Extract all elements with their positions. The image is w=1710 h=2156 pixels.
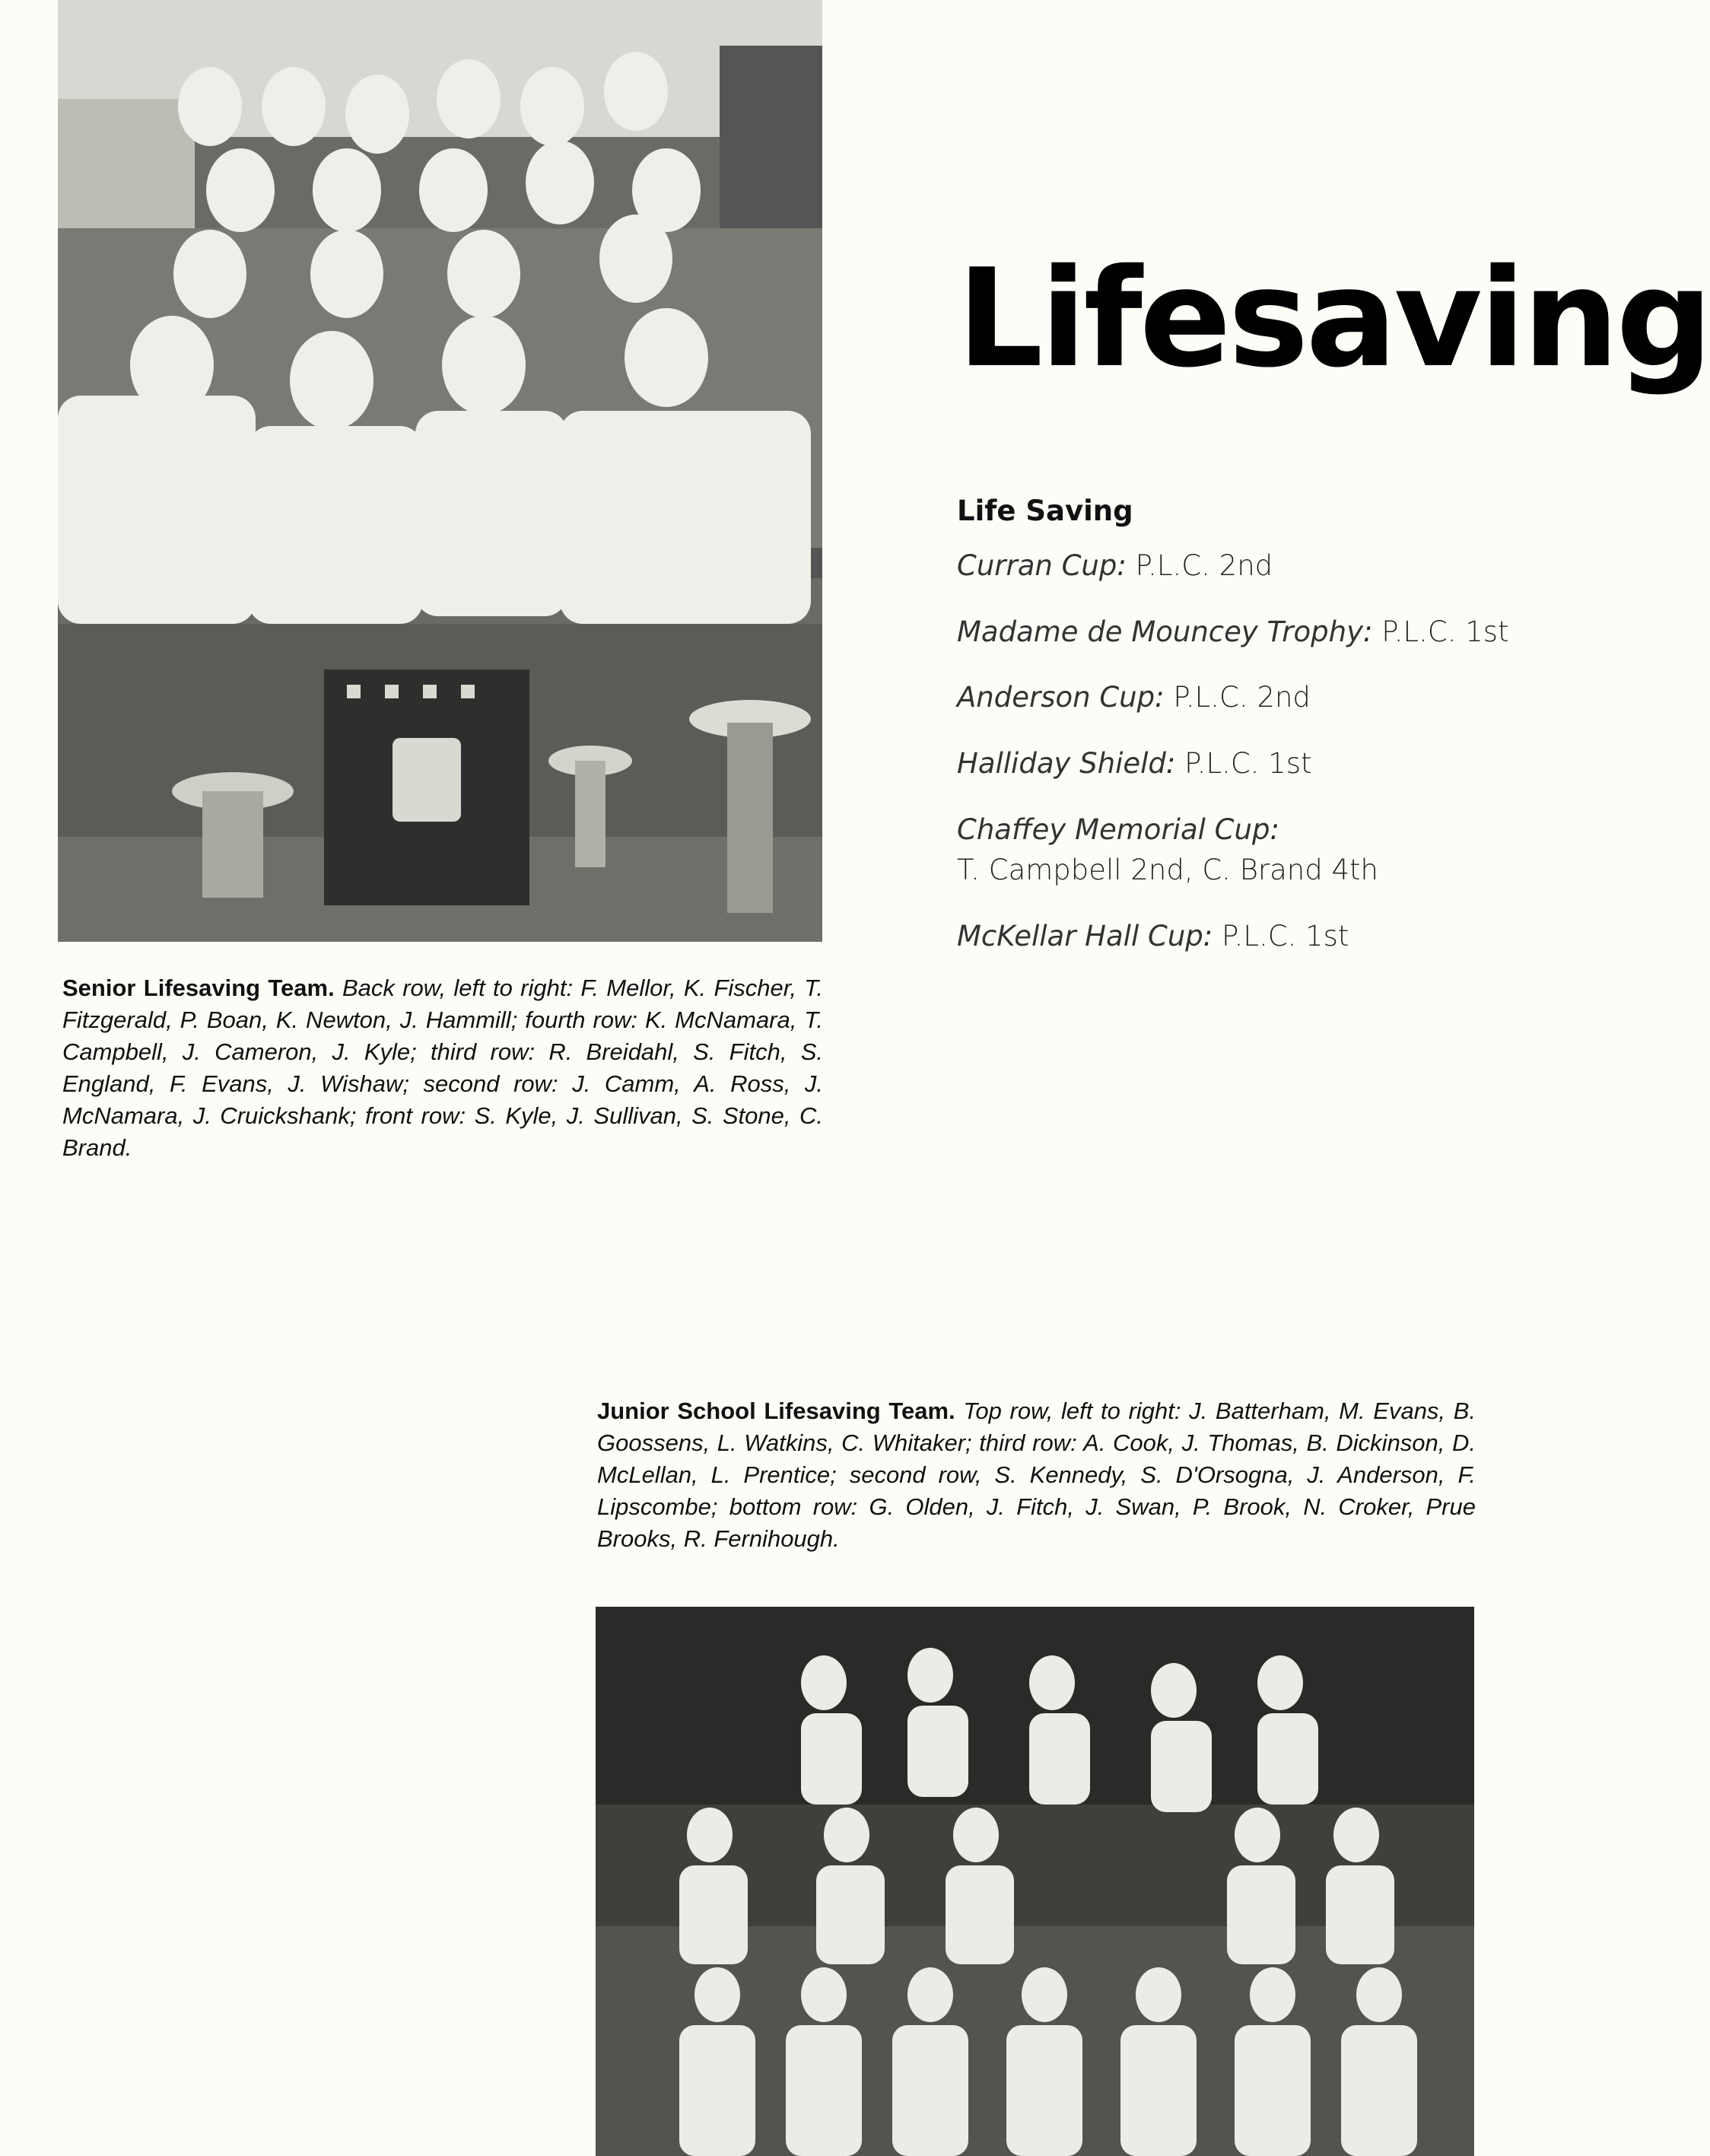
result-place: P.L.C. 2nd	[1135, 549, 1273, 582]
result-place: P.L.C. 2nd	[1173, 681, 1311, 714]
junior-photo-illustration	[596, 1607, 1474, 2156]
junior-team-caption	[597, 1395, 1476, 1555]
junior-caption-lead: Junior School Lifesaving Team.	[597, 1398, 955, 1424]
result-award: Madame de Mouncey Trophy	[957, 615, 1363, 648]
result-award: McKellar Hall Cup	[957, 919, 1203, 952]
page-title: Lifesaving	[957, 240, 1710, 397]
result-place: P.L.C. 1st	[1184, 746, 1312, 780]
result-place: P.L.C. 1st	[1222, 919, 1349, 952]
result-award: Halliday Shield	[957, 746, 1166, 780]
senior-caption-lead: Senior Lifesaving Team.	[62, 975, 335, 1001]
result-item: Madame de Mouncey Trophy: P.L.C. 1st	[957, 615, 1509, 648]
senior-team-photo	[58, 0, 822, 942]
result-item: Chaffey Memorial Cup: T. Campbell 2nd, C. Brand 4th	[957, 809, 1520, 891]
result-award: Curran Cup	[957, 549, 1117, 582]
senior-photo-illustration	[58, 0, 822, 942]
results-heading: Life Saving	[957, 494, 1133, 527]
senior-caption-body: Back row, left to right: F. Mellor, K. Fischer, T. Fitzgerald, P. Boan, K. Newton, J. Hammill; fourth row: K. McNamara, T. Campbell, J. Cameron, J. Kyle; third row: R. Breidahl, S. Fitch, S. England, F. Evans, J. Wishaw; second row: J. Camm, A. Ross, J. McNamara, J. Cruickshank; front row: S. Kyle, J. Sullivan, S. Stone, C. Brand.	[62, 975, 823, 1161]
result-item: Anderson Cup: P.L.C. 2nd	[957, 681, 1311, 714]
result-item: McKellar Hall Cup: P.L.C. 1st	[957, 919, 1349, 952]
junior-caption-body: Top row, left to right: J. Batterham, M. Evans, B. Goossens, L. Watkins, C. Whitaker; third row: A. Cook, J. Thomas, B. Dickinson, D. McLellan, L. Prentice; second row, S. Kennedy, S. D'Orsogna, J. Anderson, F. Lipscombe; bottom row: G. Olden, J. Fitch, J. Swan, P. Brook, N. Croker, Prue Brooks, R. Fernihough.	[597, 1398, 1476, 1552]
senior-team-caption	[62, 972, 823, 1164]
results-list	[957, 494, 1520, 981]
result-place: P.L.C. 1st	[1381, 615, 1509, 648]
result-award: Anderson Cup	[957, 681, 1155, 714]
result-item: Curran Cup: P.L.C. 2nd	[957, 549, 1273, 582]
result-place: T. Campbell 2nd, C. Brand 4th	[957, 854, 1379, 887]
result-award: Chaffey Memorial Cup	[957, 812, 1270, 846]
result-item: Halliday Shield: P.L.C. 1st	[957, 746, 1312, 780]
junior-team-photo	[596, 1607, 1474, 2156]
